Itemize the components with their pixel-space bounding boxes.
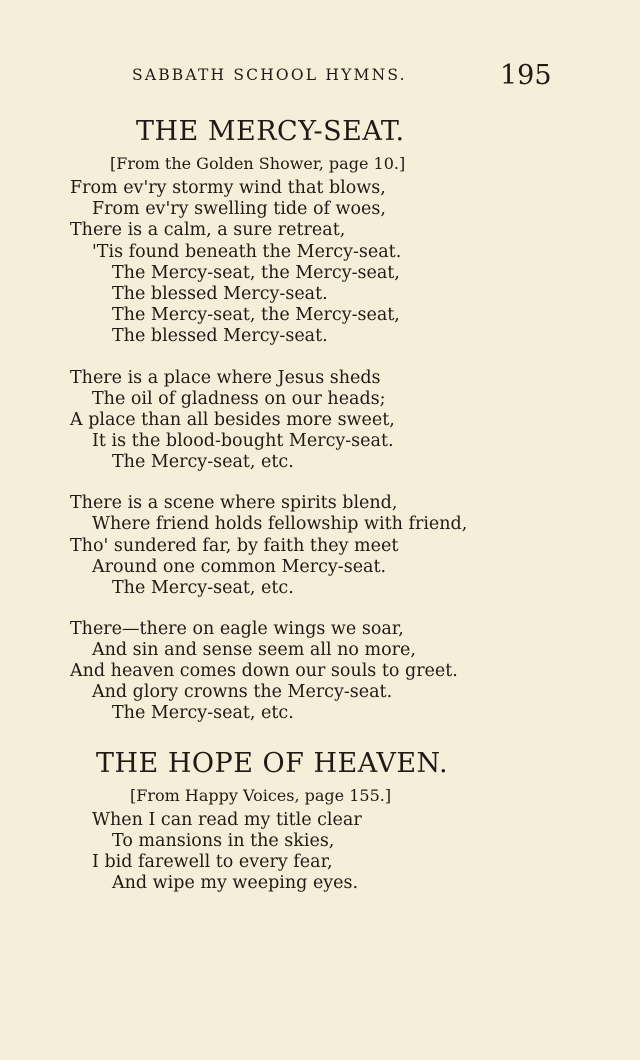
chorus-line: The blessed Mercy-seat. xyxy=(112,284,328,304)
verse-line: There—there on eagle wings we soar, xyxy=(70,619,404,639)
verse-line: The oil of gladness on our heads; xyxy=(92,389,386,409)
page-number: 195 xyxy=(500,60,552,91)
verse-line: Tho' sundered far, by faith they meet xyxy=(70,536,399,556)
chorus-line: The blessed Mercy-seat. xyxy=(112,326,328,346)
chorus-line: The Mercy-seat, etc. xyxy=(112,452,294,472)
verse-line: There is a place where Jesus sheds xyxy=(70,368,381,388)
hymn-source: [From Happy Voices, page 155.] xyxy=(130,786,392,805)
running-title: SABBATH SCHOOL HYMNS. xyxy=(132,66,407,84)
verse-line: And wipe my weeping eyes. xyxy=(112,873,359,893)
verse-line: There is a calm, a sure retreat, xyxy=(70,220,346,240)
verse-line: A place than all besides more sweet, xyxy=(70,410,395,430)
chorus-line: The Mercy-seat, the Mercy-seat, xyxy=(112,305,400,325)
hymn-title: THE HOPE OF HEAVEN. xyxy=(96,748,449,779)
verse-line: It is the blood-bought Mercy-seat. xyxy=(92,431,394,451)
verse-line: 'Tis found beneath the Mercy-seat. xyxy=(92,242,402,262)
verse-line: From ev'ry swelling tide of woes, xyxy=(92,199,386,219)
chorus-line: The Mercy-seat, the Mercy-seat, xyxy=(112,263,400,283)
verse-line: Around one common Mercy-seat. xyxy=(92,557,387,577)
verse-line: Where friend holds fellowship with friend, xyxy=(92,514,468,534)
verse-line: From ev'ry stormy wind that blows, xyxy=(70,178,386,198)
verse-line: I bid farewell to every fear, xyxy=(92,852,333,872)
hymn-title: THE MERCY-SEAT. xyxy=(136,116,405,147)
verse-line: And sin and sense seem all no more, xyxy=(92,640,416,660)
chorus-line: The Mercy-seat, etc. xyxy=(112,578,294,598)
chorus-line: The Mercy-seat, etc. xyxy=(112,703,294,723)
verse-line: And glory crowns the Mercy-seat. xyxy=(92,682,393,702)
hymn-source: [From the Golden Shower, page 10.] xyxy=(110,154,406,173)
verse-line: To mansions in the skies, xyxy=(112,831,335,851)
verse-line: When I can read my title clear xyxy=(92,810,362,830)
verse-line: There is a scene where spirits blend, xyxy=(70,493,398,513)
verse-line: And heaven comes down our souls to greet. xyxy=(70,661,458,681)
